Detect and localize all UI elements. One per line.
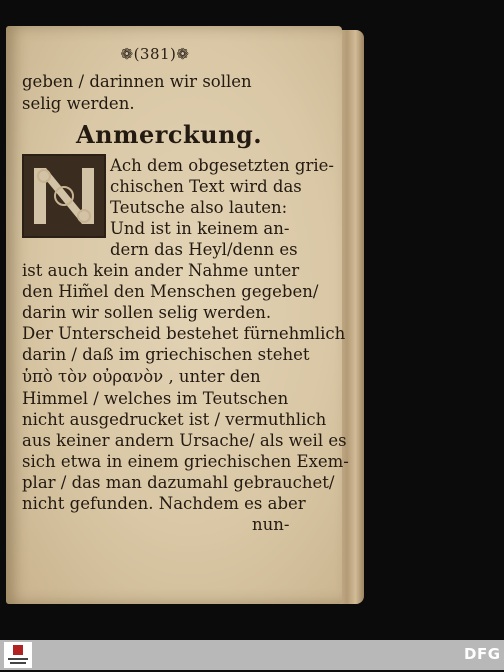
text-line: nicht ausgedrucket ist / vermuthlich	[22, 410, 327, 429]
catchword: nun-	[252, 515, 290, 534]
library-logo-icon	[4, 642, 32, 668]
text-line: selig werden.	[22, 94, 135, 113]
text-line: Und ist in keinem an-	[110, 219, 290, 238]
text-line: nicht gefunden. Nachdem es aber	[22, 494, 306, 513]
text-line: plar / das man dazumahl gebrauchet/	[22, 473, 335, 492]
section-heading: Anmerckung.	[76, 120, 263, 149]
text-line: dern das Heyl/denn es	[110, 240, 298, 259]
decorated-initial-n	[22, 154, 106, 238]
text-line: sich etwa in einem griechischen Exem-	[22, 452, 349, 471]
text-line: Teutsche also lauten:	[110, 198, 288, 217]
text-line: Himmel / welches im Teutschen	[22, 389, 289, 408]
text-line: darin wir sollen selig werden.	[22, 303, 272, 322]
viewer-footer-bar	[0, 640, 504, 670]
text-line: ist auch kein ander Nahme unter	[22, 261, 300, 280]
text-line: darin / daß im griechischen stehet	[22, 345, 310, 364]
dfg-logo: DFG	[464, 645, 501, 663]
text-line: geben / darinnen wir sollen	[22, 72, 252, 91]
text-line: den Him̃el den Menschen gegeben/	[22, 282, 319, 301]
initial-ornament-icon	[24, 156, 104, 236]
text-line: ὑπὸ τὸν οὐρανὸν , unter den	[22, 367, 261, 386]
text-line: Ach dem obgesetzten grie-	[110, 156, 334, 175]
page-number: ❁(381)❁	[120, 45, 190, 63]
text-line: aus keiner andern Ursache/ als weil es	[22, 431, 347, 450]
text-line: Der Unterscheid bestehet fürnehmlich	[22, 324, 346, 343]
text-line: chischen Text wird das	[110, 177, 302, 196]
